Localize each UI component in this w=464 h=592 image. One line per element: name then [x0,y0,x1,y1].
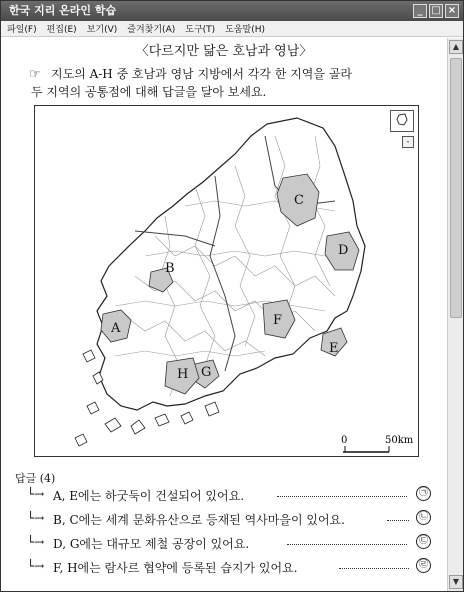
option-mark: ㉢ [416,534,431,549]
label-d: D [338,243,349,258]
page-title: 〈다르지만 닮은 호남과 영남〉 [135,44,313,59]
instruction-line-1: 지도의 A-H 중 호남과 영남 지방에서 각각 한 지역을 골라 [51,67,352,81]
scale-bar [341,435,414,458]
label-g: G [201,365,212,380]
answer-item[interactable] [27,534,437,556]
reply-arrow-icon: └→ [27,535,45,549]
zoom-out-button[interactable]: - [402,136,414,148]
close-button[interactable]: × [445,4,459,18]
instruction-line-2: 두 지역의 공통점에 대해 답글을 달아 보세요. [31,85,267,99]
reply-arrow-icon: └→ [27,511,45,525]
menu-file[interactable]: 파일(F) [7,25,37,35]
menu-help[interactable]: 도움말(H) [225,25,266,35]
option-mark: ㉡ [416,510,431,525]
minimize-button[interactable]: _ [413,4,427,18]
menu-tools[interactable]: 도구(T) [185,25,216,35]
page-content [1,38,447,591]
answer-item[interactable] [27,486,437,508]
vertical-scrollbar[interactable] [447,38,463,591]
answer-item[interactable] [27,510,437,532]
menu-bar [1,21,463,37]
maximize-button[interactable]: □ [429,4,443,18]
reply-arrow-icon: └→ [27,487,45,501]
map-svg [35,106,420,458]
scroll-down-icon[interactable]: ▼ [449,575,463,589]
menu-edit[interactable]: 편집(E) [46,25,77,35]
title-bar [1,1,463,21]
leader-dots [387,520,409,521]
coastline [97,118,365,410]
scroll-up-icon[interactable]: ▲ [449,40,463,54]
region-map[interactable] [34,105,419,457]
answer-text: A, E에는 하굿둑이 건설되어 있어요. [53,489,245,503]
answer-text: F, H에는 람사르 협약에 등록된 습지가 있어요. [53,561,298,575]
window-controls [413,4,459,18]
scale-km: 50km [385,435,414,446]
label-b: B [165,261,175,276]
menu-view[interactable]: 보기(V) [86,25,118,35]
option-mark: ㉣ [416,558,431,573]
label-h: H [177,367,189,382]
answer-item[interactable] [27,558,437,580]
menu-favorites[interactable]: 즐겨찾기(A) [127,25,176,35]
pointing-hand-icon: ☞ [29,67,41,82]
label-f: F [273,313,283,328]
reply-arrow-icon: └→ [27,559,45,573]
label-c: C [294,193,304,208]
window-title: 한국 지리 온라인 학습 [9,4,117,17]
answers-header: 답글 (4) [15,472,56,485]
answer-text: B, C에는 세계 문화유산으로 등재된 역사마을이 있어요. [53,513,345,527]
inset-map-icon[interactable] [390,110,414,132]
answer-text: D, G에는 대규모 제철 공장이 있어요. [53,537,250,551]
option-mark: ㉠ [416,486,431,501]
scale-zero: 0 [341,435,348,446]
scroll-thumb[interactable] [450,58,462,318]
leader-dots [339,568,409,569]
leader-dots [287,544,407,545]
leader-dots [277,496,407,497]
label-a: A [111,321,121,336]
label-e: E [329,341,339,356]
